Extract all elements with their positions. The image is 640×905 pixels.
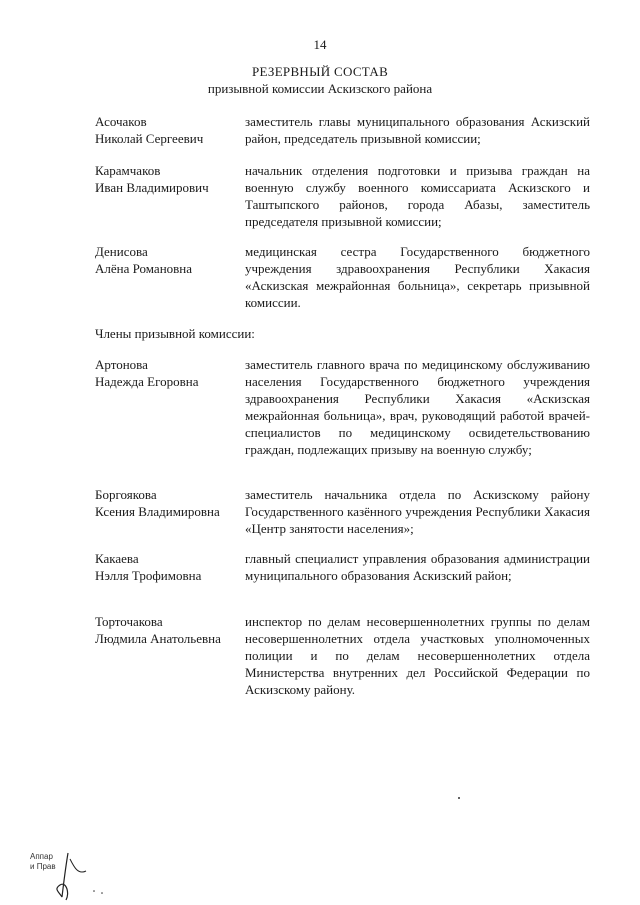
- surname: Торточакова: [95, 614, 163, 629]
- person-name: [95, 613, 240, 647]
- person-role: заместитель начальника отдела по Аскизскому району Государственного казённого учреждения Республики Хакасия «Центр занятости населения»;: [245, 487, 590, 536]
- person-name: [95, 113, 240, 147]
- person-role: заместитель главы муниципального образования Аскизский район, председатель призывной комиссии;: [245, 114, 590, 146]
- surname: Боргоякова: [95, 487, 157, 502]
- person-role: заместитель главного врача по медицинскому обслуживанию населения Государственного бюджетного учреждения здравоохранения Республики Хакасия «Аскизская межрайонная больница», врач, руководящий работой врачей-специалистов по медицинскому освидетельствованию граждан, подлежащих призыву на военную службу;: [245, 357, 590, 457]
- given-names: Надежда Егоровна: [95, 374, 199, 389]
- stamp-line: и Прав: [30, 862, 56, 871]
- members-label: Члены призывной комиссии:: [95, 326, 255, 341]
- scan-speck: [458, 797, 460, 799]
- person-role: медицинская сестра Государственного бюджетного учреждения здравоохранения Республики Хакасия «Аскизская межрайонная больница», секретарь призывной комиссии.: [245, 244, 590, 310]
- given-names: Людмила Анатольевна: [95, 631, 221, 646]
- given-names: Николай Сергеевич: [95, 131, 204, 146]
- person-name: [95, 243, 240, 277]
- signature-mark: [40, 845, 120, 905]
- person-name: [95, 550, 240, 584]
- stamp-line: Аппар: [30, 852, 53, 861]
- surname: Карамчаков: [95, 163, 161, 178]
- person-role: начальник отделения подготовки и призыва граждан на военную службу военного комиссариата Аскизского и Таштыпского районов, города Абазы, заместитель председателя призывной комиссии;: [245, 163, 590, 229]
- document-subtitle: призывной комиссии Аскизского района: [207, 81, 433, 96]
- surname: Артонова: [95, 357, 148, 372]
- page-number: 14: [313, 37, 327, 52]
- given-names: Алёна Романовна: [95, 261, 193, 276]
- document-title: РЕЗЕРВНЫЙ СОСТАВ: [251, 64, 389, 79]
- surname: Какаева: [95, 551, 139, 566]
- surname: Асочаков: [95, 114, 147, 129]
- person-name: [95, 162, 240, 196]
- person-name: [95, 356, 240, 390]
- person-role: главный специалист управления образования администрации муниципального образования Аскизский район;: [245, 551, 590, 583]
- given-names: Ксения Владимировна: [95, 504, 220, 519]
- person-role: инспектор по делам несовершеннолетних группы по делам несовершеннолетних отдела участковых уполномоченных полиции и по делам несовершеннолетних отдела Министерства внутренних дел Российской Федерации по Аскизскому району.: [245, 614, 590, 697]
- given-names: Иван Владимирович: [95, 180, 209, 195]
- surname: Денисова: [95, 244, 148, 259]
- person-name: [95, 486, 240, 520]
- given-names: Нэлля Трофимовна: [95, 568, 202, 583]
